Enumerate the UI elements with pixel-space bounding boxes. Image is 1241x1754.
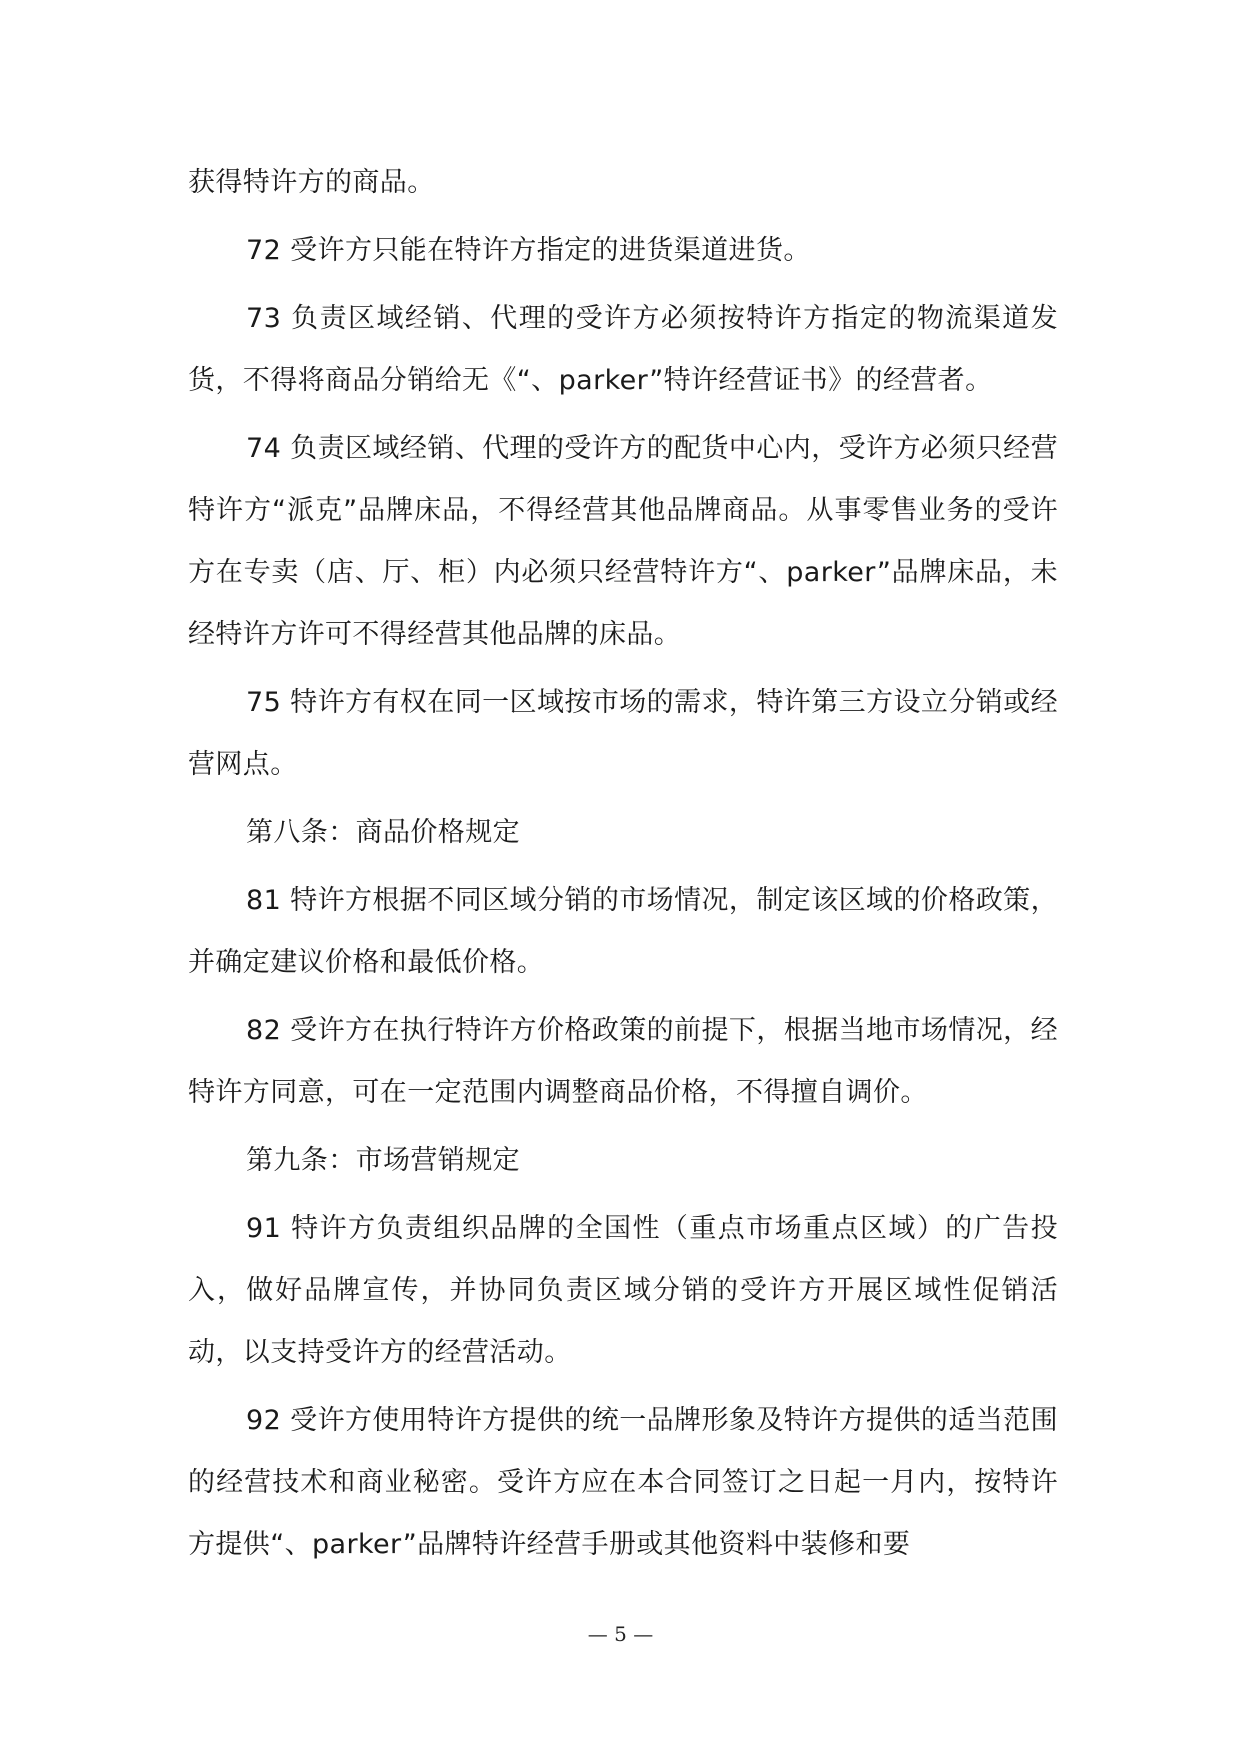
clause-7-3: 73 负责区域经销、代理的受许方必须按特许方指定的物流渠道发货，不得将商品分销给无《“、parker”特许经营证书》的经营者。 <box>188 303 1059 396</box>
clause-7-4: 74 负责区域经销、代理的受许方的配货中心内，受许方必须只经营特许方“派克”品牌床品，不得经营其他品牌商品。从事零售业务的受许方在专卖（店、厅、柜）内必须只经营特许方“、parker”品牌床品，未经特许方许可不得经营其他品牌的床品。 <box>188 433 1058 650</box>
clause-8-2: 82 受许方在执行特许方价格政策的前提下，根据当地市场情况，经特许方同意，可在一定范围内调整商品价格，不得擅自调价。 <box>188 1015 1058 1108</box>
clause-9-1: 91 特许方负责组织品牌的全国性（重点市场重点区域）的广告投入，做好品牌宣传，并协同负责区域分销的受许方开展区域性促销活动，以支持受许方的经营活动。 <box>188 1213 1059 1368</box>
clause-7-2: 72 受许方只能在特许方指定的进货渠道进货。 <box>246 235 811 266</box>
clause-9-2: 92 受许方使用特许方提供的统一品牌形象及特许方提供的适当范围的经营技术和商业秘密。受许方应在本合同签订之日起一月内，按特许方提供“、parker”品牌特许经营手册或其他资料中装修和要 <box>188 1405 1058 1560</box>
paragraph-continuation: 获得特许方的商品。 <box>188 167 435 198</box>
clause-8-1: 81 特许方根据不同区域分销的市场情况，制定该区域的价格政策，并确定建议价格和最低价格。 <box>188 885 1058 978</box>
page-number: — 5 — <box>587 1622 654 1646</box>
article-8-heading: 第八条：商品价格规定 <box>246 817 520 848</box>
article-9-heading: 第九条：市场营销规定 <box>246 1145 520 1176</box>
document-body <box>188 152 1058 1582</box>
clause-7-5: 75 特许方有权在同一区域按市场的需求，特许第三方设立分销或经营网点。 <box>188 687 1058 780</box>
